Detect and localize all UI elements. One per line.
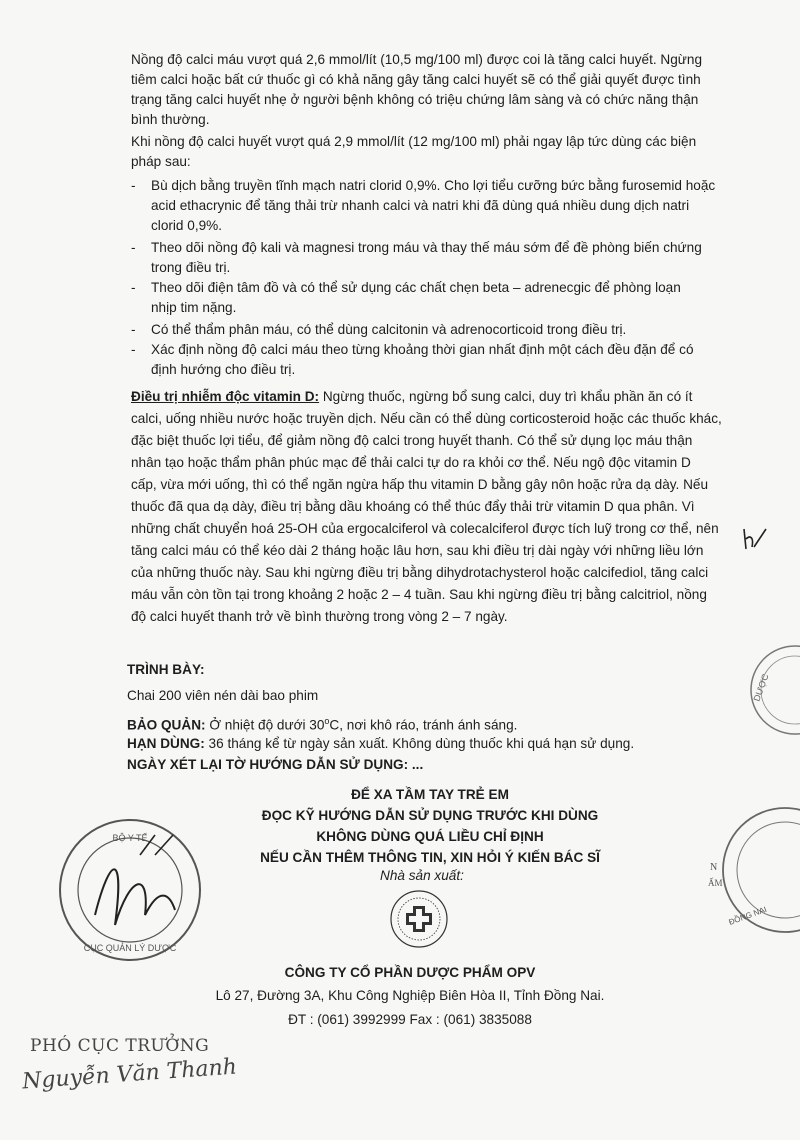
text-line: acid ethacrynic để tăng thải trừ nhanh calci và natri khi đã dùng quá nhiều dung dịch natri (151, 198, 690, 213)
stamp-text: CỤC QUẢN LÝ DƯỢC (83, 943, 177, 953)
company-phone: ĐT : (061) 3992999 Fax : (061) 3835088 (288, 1012, 532, 1027)
text-line: Có thể thẩm phân máu, có thể dùng calcitonin và adrenocorticoid trong điều trị. (151, 322, 627, 337)
warning-line: ĐỂ XA TẦM TAY TRẺ EM (351, 787, 509, 802)
paragraph-vitamin-d (131, 386, 741, 628)
text-span: Ngừng thuốc, ngừng bổ sung calci, duy trì khẩu phần ăn có ít (319, 389, 693, 404)
text-line: pháp sau: (131, 154, 191, 169)
bullet-dash: - (131, 178, 136, 193)
paragraph-urgent-measures (131, 132, 741, 172)
bullet-dash: - (131, 322, 136, 337)
text-line: bình thường. (131, 112, 210, 127)
signatory-title: PHÓ CỤC TRƯỞNG (30, 1036, 210, 1056)
text-line: Khi nồng độ calci huyết vượt quá 2,9 mmol/lít (12 mg/100 ml) phải ngay lập tức dùng các biện (131, 134, 697, 149)
warning-line: NẾU CẦN THÊM THÔNG TIN, XIN HỎI Ý KIẾN BÁC SĨ (260, 850, 600, 865)
company-address: Lô 27, Đường 3A, Khu Công Nghiệp Biên Hòa II, Tỉnh Đồng Nai. (215, 988, 605, 1003)
text-line: độ calci huyết thanh trở về bình thường trong vòng 2 – 7 ngày. (131, 609, 508, 624)
text-line: cấp, vừa mới uống, thì có thể ngăn ngừa hấp thu vitamin D bằng gây nôn hoặc rửa dạ dày. Nếu (131, 477, 709, 492)
text-span: C, nơi khô ráo, tránh ánh sáng. (329, 717, 518, 733)
text-line: calci, uống nhiều nước hoặc truyền dịch. Nếu cần có thể dùng corticosteroid hoặc các thuốc khác, (131, 411, 722, 426)
text-line: Theo dõi điện tâm đồ và có thể sử dụng các chất chẹn beta – adrenecgic để phòng loạn (151, 280, 681, 295)
text-line: Nồng độ calci máu vượt quá 2,6 mmol/lít (10,5 mg/100 ml) được coi là tăng calci huyết. Ngừng (131, 52, 703, 67)
warning-line: KHÔNG DÙNG QUÁ LIỀU CHỈ ĐỊNH (316, 829, 544, 844)
review-text: NGÀY XÉT LẠI TỜ HƯỚNG DẪN SỬ DỤNG: ... (127, 757, 424, 772)
text-line: của những thuốc này. Sau khi ngừng điều trị bằng dihydrotachysterol hoặc calcifediol, tăng calci (131, 565, 709, 580)
storage-label: BẢO QUẢN: (127, 717, 206, 733)
expiry-label: HẠN DÙNG: (127, 736, 205, 751)
degree-sup: o (324, 716, 330, 726)
text-line: nhân tạo hoặc thẩm phân phúc mạc để thải calci tự do ra khỏi cơ thể. Nếu ngộ độc vitamin D (131, 455, 691, 470)
stamp-text: DƯỢC (751, 672, 771, 703)
text-line: tăng calci máu có thể kéo dài 2 tháng hoặc lâu hơn, sau khi điều trị dài ngày với những liều lớn (131, 543, 704, 558)
text-line: định hướng cho điều trị. (151, 362, 296, 377)
text-span: Ở nhiệt độ dưới 30 (205, 717, 325, 733)
text-line: tiêm calci hoặc bất cứ thuốc gì có khả năng gây tăng calci huyết sẽ có thể giải quyết được tình (131, 72, 701, 87)
text-line (131, 386, 741, 408)
official-stamp-icon (55, 815, 205, 965)
presentation-text: Chai 200 viên nén dài bao phim (127, 688, 319, 703)
text-line: máu vẫn còn tồn tại trong khoảng 2 hoặc 2 – 4 tuần. Sau khi ngừng điều trị bằng calcitriol, nồng (131, 587, 707, 602)
company-logo-icon (388, 888, 450, 950)
stamp-text: N (710, 862, 718, 873)
text-line: trong điều trị. (151, 260, 231, 275)
section-heading-vitamin-d: Điều trị nhiễm độc vitamin D: (131, 389, 320, 404)
review-date-line (127, 755, 737, 775)
partial-stamp-icon (690, 800, 800, 940)
text-line: clorid 0,9%. (151, 218, 223, 233)
signatory-name: Nguyễn Văn Thanh (21, 1054, 238, 1095)
stamp-text: BỘ Y TẾ (112, 833, 148, 843)
heading-text: TRÌNH BÀY: (127, 662, 205, 677)
text-line: trạng tăng calci huyết nhẹ ở người bệnh không có triệu chứng lâm sàng và có chức năng thận (131, 92, 699, 107)
text-line: Theo dõi nồng độ kali và magnesi trong máu và thay thế máu sớm để đề phòng biến chứng (151, 240, 702, 255)
presentation-heading (127, 660, 737, 680)
storage-line (127, 711, 737, 736)
text-span: 36 tháng kể từ ngày sản xuất. Không dùng thuốc khi quá hạn sử dụng. (204, 736, 635, 751)
paragraph-hypercalcemia (131, 50, 741, 130)
stamp-text: ĐỒNG NAI (727, 904, 768, 927)
expiry-line (127, 734, 737, 754)
manufacturer-label: Nhà sản xuất: (380, 868, 464, 883)
bullet-dash: - (131, 342, 136, 357)
text-line: Bù dịch bằng truyền tĩnh mạch natri clorid 0,9%. Cho lợi tiểu cưỡng bức bằng furosemid hoặc (151, 178, 716, 193)
company-name: CÔNG TY CỔ PHẦN DƯỢC PHẨM OPV (284, 965, 536, 980)
stamp-text: ẤM (708, 878, 723, 888)
partial-stamp-icon (735, 640, 800, 740)
warnings-block (200, 784, 660, 868)
text-line: Xác định nồng độ calci máu theo từng khoảng thời gian nhất định một cách đều đặn để có (151, 342, 694, 357)
bullet-dash: - (131, 240, 136, 255)
margin-initial-icon (740, 525, 770, 555)
text-line: thuốc đã qua dạ dày, điều trị bằng dầu khoáng có thể thúc đẩy thải trừ vitamin D qua phân. Vì (131, 499, 695, 514)
text-line: nhịp tim nặng. (151, 300, 237, 315)
text-line: những chất chuyển hoá 25-OH của ergocalciferol và colecalciferol được tích luỹ trong cơ thể, nên (131, 521, 719, 536)
warning-line: ĐỌC KỸ HƯỚNG DẪN SỬ DỤNG TRƯỚC KHI DÙNG (261, 808, 599, 823)
text-line: đặc biệt thuốc lợi tiểu, để giảm nồng độ calci trong huyết thanh. Có thể sử dụng lọc máu thận (131, 433, 693, 448)
bullet-dash: - (131, 280, 136, 295)
